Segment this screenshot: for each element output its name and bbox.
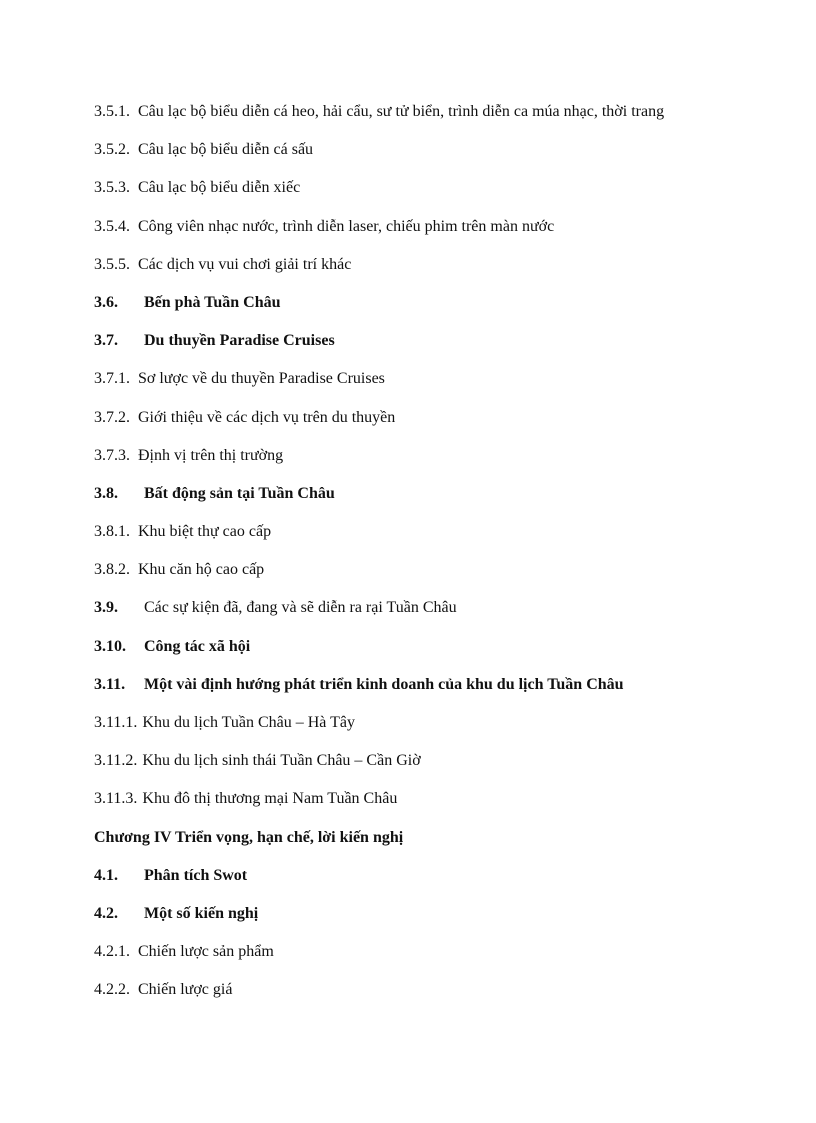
toc-title: Khu căn hộ cao cấp (138, 561, 265, 579)
toc-number: 3.9. (94, 599, 118, 617)
toc-entry-3-11-2 (94, 750, 664, 788)
toc-entry-3-6 (94, 292, 664, 330)
toc-number: 3.5.4. (94, 217, 130, 235)
toc-title: Câu lạc bộ biểu diễn cá sấu (138, 141, 314, 159)
toc-number: 3.5.1. (94, 103, 130, 120)
toc-number: 3.8.1. (94, 523, 130, 541)
toc-entry-3-7-2 (94, 407, 664, 445)
toc-title: Khu đô thị thương mại Nam Tuần Châu (142, 790, 398, 808)
toc-entry-3-5-5 (94, 254, 664, 292)
toc-number: 3.6. (94, 293, 118, 311)
toc-number: 4.2. (94, 904, 118, 922)
toc-entry-3-8-1 (94, 521, 664, 559)
toc-entry-chapter-4 (94, 827, 664, 865)
toc-entry-3-5-4 (94, 216, 664, 254)
toc-number: 3.5.2. (94, 141, 130, 159)
toc-title: Phân tích Swot (144, 866, 248, 884)
toc-number: 3.7.1. (94, 370, 130, 388)
toc-entry-3-11-1 (94, 712, 664, 750)
toc-entry-3-10 (94, 636, 664, 674)
toc-title: Công viên nhạc nước, trình diễn laser, chiếu phim trên màn nước (138, 217, 555, 235)
toc-number: 3.7. (94, 332, 118, 350)
toc-entry-3-11 (94, 674, 664, 712)
toc-number: 3.8.2. (94, 561, 130, 579)
toc-entry-3-9 (94, 597, 664, 635)
toc-entry-4-2-2 (94, 979, 664, 1017)
toc-number: 4.2.2. (94, 981, 130, 999)
toc-title: Khu biệt thự cao cấp (138, 523, 272, 541)
toc-title: Các dịch vụ vui chơi giải trí khác (138, 255, 352, 273)
toc-title: Câu lạc bộ biểu diễn cá heo, hải cẩu, sư tử biển, trình diễn ca múa nhạc, thời trang (138, 103, 665, 120)
toc-entry-3-5-2 (94, 139, 664, 177)
toc-title: Bến phà Tuần Châu (144, 293, 281, 311)
toc-number: 3.11. (94, 675, 126, 693)
toc-entry-4-2-1 (94, 941, 664, 979)
toc-entry-4-1 (94, 865, 664, 903)
toc-number: 3.11.1. (94, 714, 138, 731)
toc-number: 3.11.2. (94, 752, 138, 770)
toc-title: Khu du lịch sinh thái Tuần Châu – Cần Giờ (142, 752, 421, 770)
table-of-contents (94, 101, 664, 1018)
toc-number: 3.11.3. (94, 790, 138, 808)
toc-entry-3-5-3 (94, 177, 664, 215)
toc-title: Khu du lịch Tuần Châu – Hà Tây (142, 714, 355, 731)
toc-title: Chiến lược sản phẩm (138, 943, 274, 961)
toc-title: Sơ lược về du thuyền Paradise Cruises (138, 370, 385, 388)
toc-entry-3-5-1 (94, 101, 664, 139)
toc-title: Một vài định hướng phát triển kinh doanh của khu du lịch Tuần Châu (144, 675, 624, 693)
toc-entry-3-7-1 (94, 368, 664, 406)
toc-entry-3-8-2 (94, 559, 664, 597)
toc-number: 3.5.3. (94, 179, 130, 197)
toc-title: Câu lạc bộ biểu diễn xiếc (138, 179, 301, 197)
toc-title: Một số kiến nghị (144, 904, 259, 922)
toc-title: Bất động sản tại Tuần Châu (144, 484, 335, 502)
toc-entry-4-2 (94, 903, 664, 941)
toc-entry-3-7-3 (94, 445, 664, 483)
toc-number: 4.1. (94, 866, 118, 884)
toc-number: 3.10. (94, 637, 126, 655)
toc-number: 3.7.2. (94, 408, 130, 426)
toc-number: 3.7.3. (94, 446, 130, 464)
toc-number: 4.2.1. (94, 943, 130, 961)
toc-title: Chương IV Triển vọng, hạn chế, lời kiến nghị (94, 828, 404, 846)
toc-entry-3-7 (94, 330, 664, 368)
toc-entry-3-11-3 (94, 788, 664, 826)
toc-number: 3.5.5. (94, 255, 130, 273)
toc-title: Du thuyền Paradise Cruises (144, 332, 335, 350)
toc-title: Định vị trên thị trường (138, 446, 284, 464)
toc-title: Giới thiệu về các dịch vụ trên du thuyền (138, 408, 396, 426)
toc-title: Các sự kiện đã, đang và sẽ diễn ra rại Tuần Châu (144, 599, 457, 617)
toc-title: Chiến lược giá (138, 981, 233, 999)
toc-entry-3-8 (94, 483, 664, 521)
toc-number: 3.8. (94, 484, 118, 502)
toc-title: Công tác xã hội (144, 637, 251, 655)
